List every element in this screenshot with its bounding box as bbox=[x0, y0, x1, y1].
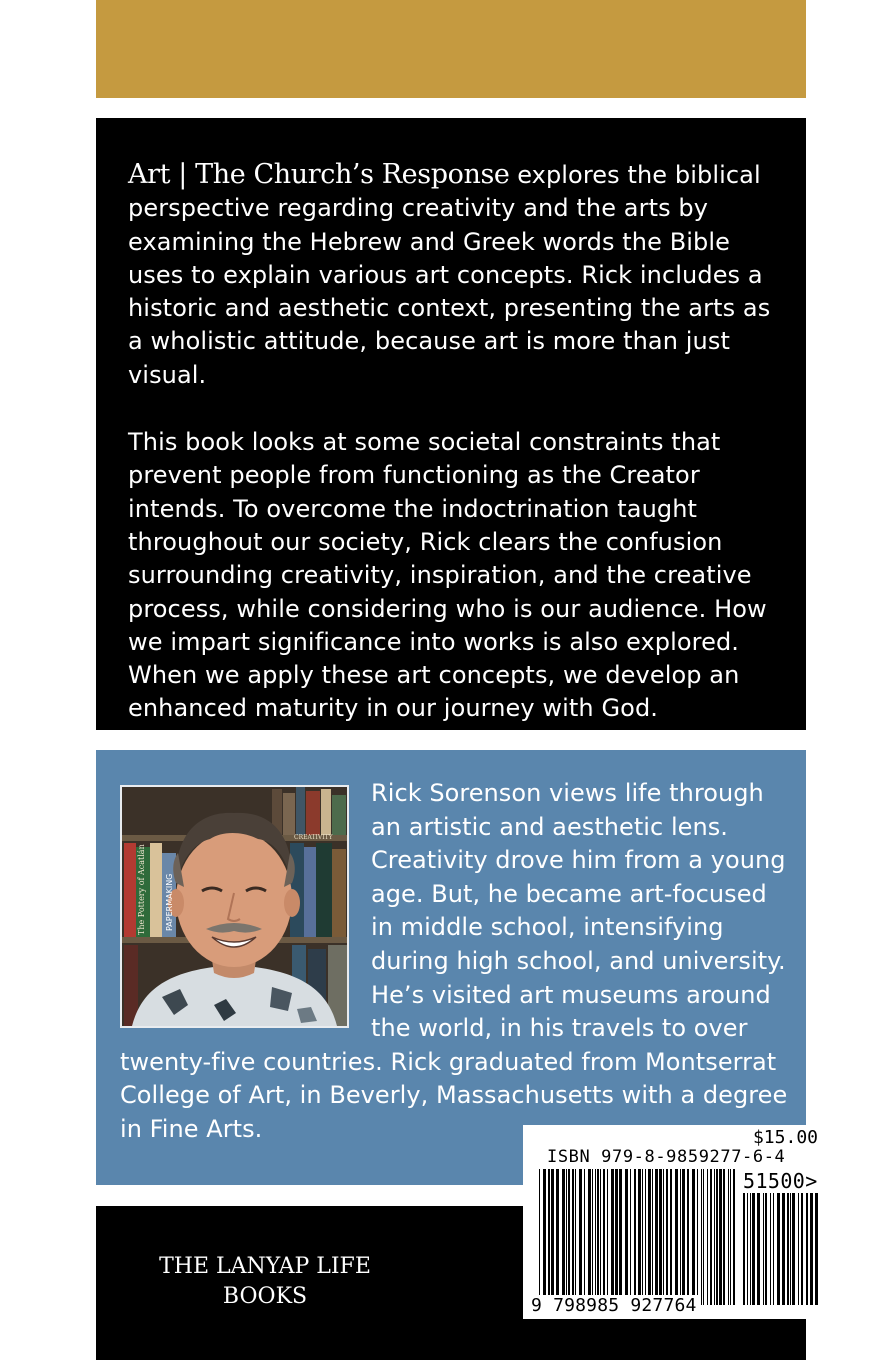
barcode-bar bbox=[798, 1193, 799, 1305]
barcode-bar bbox=[648, 1169, 651, 1305]
barcode-bar bbox=[566, 1169, 567, 1305]
barcode-bar bbox=[719, 1169, 722, 1305]
book-title: Art | The Church’s Response bbox=[128, 159, 510, 190]
barcode-bar bbox=[615, 1169, 618, 1305]
publisher-line-2: BOOKS bbox=[222, 1284, 308, 1309]
photo-spine-title-2: PAPERMAKING bbox=[165, 873, 174, 931]
barcode-bar bbox=[790, 1193, 791, 1305]
barcode-bar bbox=[714, 1169, 715, 1305]
barcode-bar bbox=[782, 1193, 785, 1305]
barcode-bar bbox=[703, 1169, 704, 1305]
photo-spine-title-1: The Pottery of Acatlán bbox=[137, 844, 146, 935]
barcode-bar bbox=[588, 1169, 591, 1305]
description-paragraph-2: This book looks at some societal constraints that prevent people from functioning as the Creator intends. To overcome the indoctrination taught throughout our society, Rick clears the confusion surrounding creativity, inspiration, and the creative process, while considering who is our audience. How we impart significance into works is also explored. When we apply these art concepts, we develop an enhanced maturity in our journey with God. bbox=[128, 428, 767, 723]
barcode-bar bbox=[562, 1169, 565, 1305]
barcode-bar bbox=[595, 1169, 596, 1305]
barcode-bar bbox=[777, 1193, 780, 1305]
barcode-bar bbox=[611, 1169, 614, 1305]
barcode-bar bbox=[675, 1169, 678, 1305]
barcode-bar bbox=[579, 1169, 582, 1305]
barcode-bar bbox=[652, 1169, 653, 1305]
barcode-bar bbox=[728, 1169, 729, 1305]
barcode-bar bbox=[548, 1169, 550, 1305]
barcode-bar bbox=[770, 1193, 771, 1305]
barcode-bar bbox=[680, 1169, 681, 1305]
publisher-line-1: THE LANYAP LIFE bbox=[159, 1254, 371, 1279]
barcode-bar bbox=[572, 1169, 574, 1305]
photo-spine-title-3: CREATIVITY bbox=[294, 834, 333, 841]
barcode-bar bbox=[568, 1169, 570, 1305]
barcode-bar bbox=[733, 1169, 735, 1305]
barcode-bar bbox=[801, 1193, 803, 1305]
ean-barcode-bars bbox=[539, 1169, 735, 1305]
barcode-bar bbox=[645, 1169, 646, 1305]
barcode-bar bbox=[551, 1169, 554, 1305]
barcode-bar bbox=[707, 1169, 708, 1305]
barcode-bar bbox=[630, 1169, 631, 1305]
top-gold-band bbox=[96, 0, 806, 98]
barcode-bar bbox=[666, 1169, 668, 1305]
price-label: $15.00 bbox=[752, 1127, 818, 1148]
author-portrait-illustration bbox=[122, 787, 347, 1026]
barcode-bar bbox=[682, 1169, 685, 1305]
barcode-bar bbox=[810, 1193, 813, 1305]
barcode-bar bbox=[757, 1193, 760, 1305]
barcode-bar bbox=[655, 1169, 658, 1305]
barcode-bar bbox=[806, 1193, 808, 1305]
barcode-bar bbox=[687, 1169, 689, 1305]
barcode-bar bbox=[697, 1169, 698, 1305]
barcode-bar bbox=[670, 1169, 672, 1305]
barcode-bar bbox=[701, 1169, 702, 1305]
barcode-bar bbox=[750, 1193, 751, 1305]
barcode-bar bbox=[659, 1169, 662, 1305]
barcode-bar bbox=[539, 1169, 540, 1305]
barcode-bar bbox=[716, 1169, 718, 1305]
ean-number: 9 798985 927764 bbox=[531, 1295, 697, 1316]
barcode-bar bbox=[763, 1193, 764, 1305]
publisher-logo-text bbox=[154, 1252, 376, 1312]
barcode-bar bbox=[710, 1169, 712, 1305]
author-photo bbox=[120, 785, 349, 1028]
description-text-1: explores the biblical perspective regarding creativity and the arts by examining the Hebrew and Greek words the Bible uses to explain various art concepts. Rick includes a historic and aesthetic context, presenting the arts as a wholistic attitude, because art is more than just visual. bbox=[128, 161, 771, 389]
barcode-bar bbox=[625, 1169, 628, 1305]
barcode-bar bbox=[773, 1193, 774, 1305]
isbn-label: ISBN 979-8-9859277-6-4 bbox=[547, 1147, 786, 1167]
barcode-bar bbox=[792, 1193, 795, 1305]
barcode-bar bbox=[597, 1169, 599, 1305]
barcode-bar bbox=[634, 1169, 636, 1305]
barcode-addon-number: 51500> bbox=[743, 1169, 818, 1193]
barcode-bar bbox=[556, 1169, 559, 1305]
barcode-bar bbox=[642, 1169, 643, 1305]
barcode-bar bbox=[592, 1169, 593, 1305]
barcode-bar bbox=[603, 1169, 605, 1305]
barcode-bar bbox=[787, 1193, 789, 1305]
barcode-bar bbox=[575, 1169, 576, 1305]
barcode-bar bbox=[743, 1193, 745, 1305]
barcode-bar bbox=[747, 1193, 748, 1305]
barcode-bar bbox=[765, 1193, 767, 1305]
barcode-bar bbox=[692, 1169, 695, 1305]
book-description bbox=[96, 118, 806, 730]
barcode-bar bbox=[619, 1169, 622, 1305]
barcode-bar bbox=[607, 1169, 608, 1305]
description-paragraph-1 bbox=[128, 158, 776, 392]
isbn-barcode bbox=[523, 1125, 828, 1319]
addon-barcode-bars bbox=[743, 1193, 819, 1305]
barcode-bar bbox=[600, 1169, 601, 1305]
author-bio bbox=[96, 750, 806, 1185]
barcode-bar bbox=[543, 1169, 546, 1305]
barcode-bar bbox=[815, 1193, 818, 1305]
barcode-bar bbox=[730, 1169, 731, 1305]
barcode-bar bbox=[663, 1169, 664, 1305]
barcode-bar bbox=[723, 1169, 725, 1305]
barcode-bar bbox=[638, 1169, 641, 1305]
barcode-bar bbox=[752, 1193, 755, 1305]
barcode-bar bbox=[584, 1169, 585, 1305]
author-bio-text: Rick Sorenson views life through an artistic and aesthetic lens. Creativity drove him from a young age. But, he became art-focused in middle school, intensifying during high school, and university. He’s visited art museums around the world, in his travels to over twenty-five countries. Rick graduated from Montserrat College of Art, in Beverly, Massachusetts with a degree in Fine Arts. bbox=[120, 779, 788, 1143]
